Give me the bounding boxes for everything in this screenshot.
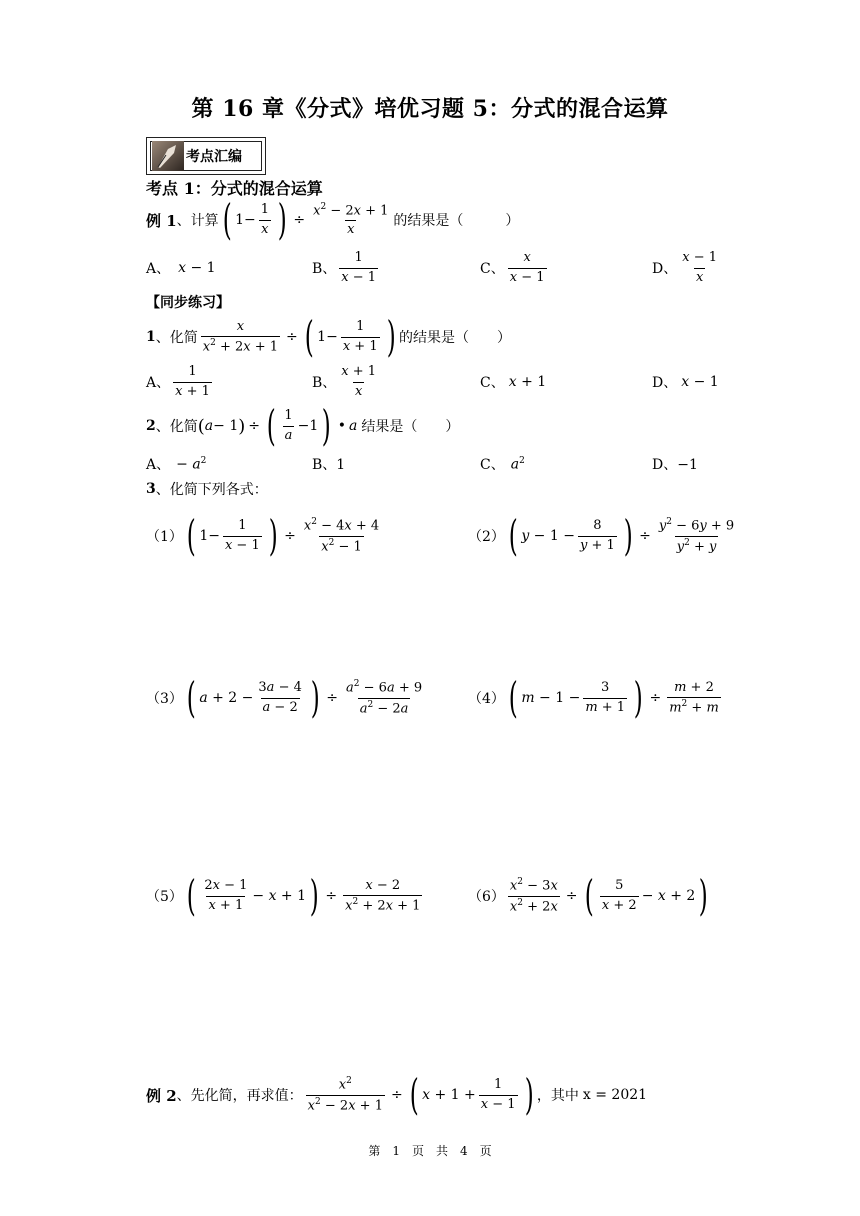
example-1: 例 1 、计算 ( 1− $\frac{1}{x}$ ) ÷ $\frac{x^2 - 2x + 1}{x}$ 的结果是（ ） (146, 195, 520, 244)
option-b: B、 $\frac{1}{x - 1}$ (312, 250, 377, 285)
question-3: 3 、化简下列各式： (146, 481, 268, 498)
section-heading: 考点 1：分式的混合运算 (146, 179, 323, 198)
q2-option-d: D、−1 (652, 457, 698, 473)
option-a: A、 x − 1 (146, 260, 216, 277)
q2-option-b: B、1 (312, 457, 346, 473)
page-title: 第 16 章《分式》培优习题 5：分式的混合运算 (191, 96, 669, 122)
q2-option-c: C、 $a^2$ (480, 455, 525, 473)
q1-option-a: A、 $\frac{1}{x + 1}$ (146, 364, 210, 399)
question-1: 1 、化简 $\frac{x}{x^2 + 2x + 1}$ ÷ ( 1− $\frac{1}{x + 1}$ ) 的结果是（ ） (146, 312, 511, 361)
badge-label: 考点汇编 (186, 149, 242, 165)
q1-option-b: B、 $\frac{x + 1}{x}$ (312, 364, 377, 399)
section-badge (146, 137, 266, 175)
q3-item-1: （1） ( 1− $\frac{1}{x - 1}$ ) ÷ $\frac{x^2 - 4x + 4}{x^2 - 1}$ (146, 511, 380, 560)
q3-item-3: （3） ( a + 2 − $\frac{3a - 4}{a - 2}$ ) ÷ $\frac{a^2 - 6a + 9}{a^2 - 2a}$ (146, 673, 423, 722)
q3-item-6: （6） $\frac{x^2 - 3x}{x^2 + 2x}$ ÷ ( $\frac{5}{x + 2}$ − x + 2 ) (468, 871, 709, 920)
q3-item-4: （4） ( m − 1 − $\frac{3}{m + 1}$ ) ÷ $\frac{m + 2}{m^2 + m}$ (468, 673, 719, 722)
page-footer: 第 1 页 共 4 页 (368, 1144, 492, 1158)
option-d: D、 $\frac{x - 1}{x}$ (652, 250, 718, 285)
question-2: 2 、化简 ( a − 1 ) ÷ ( $\frac{1}{a}$ −1 ) • a 结果是（ ） (146, 401, 460, 450)
q1-option-c: C、 x + 1 (480, 374, 547, 391)
formula: ( 1− $\frac{1}{x}$ ) (222, 195, 287, 244)
q3-item-2: （2） ( y − 1 − $\frac{8}{y + 1}$ ) ÷ $\frac{y^2 - 6y + 9}{y^2 + y}$ (468, 511, 735, 560)
pen-nib-icon (152, 141, 184, 171)
sync-practice-label: 【同步练习】 (146, 295, 230, 311)
q1-option-d: D、 x − 1 (652, 374, 719, 391)
q2-option-a: A、 − $a^2$ (146, 455, 207, 473)
example-2: 例 2 、先化简，再求值： $\frac{x^2}{x^2 - 2x + 1}$ ÷ ( x + 1 + $\frac{1}{x - 1}$ ) ，其中 x = 2021 (146, 1070, 648, 1119)
q3-item-5: （5） ( $\frac{2x - 1}{x + 1}$ − x + 1 ) ÷ $\frac{x - 2}{x^2 + 2x + 1}$ (146, 871, 421, 920)
option-c: C、 $\frac{x}{x - 1}$ (480, 250, 545, 285)
